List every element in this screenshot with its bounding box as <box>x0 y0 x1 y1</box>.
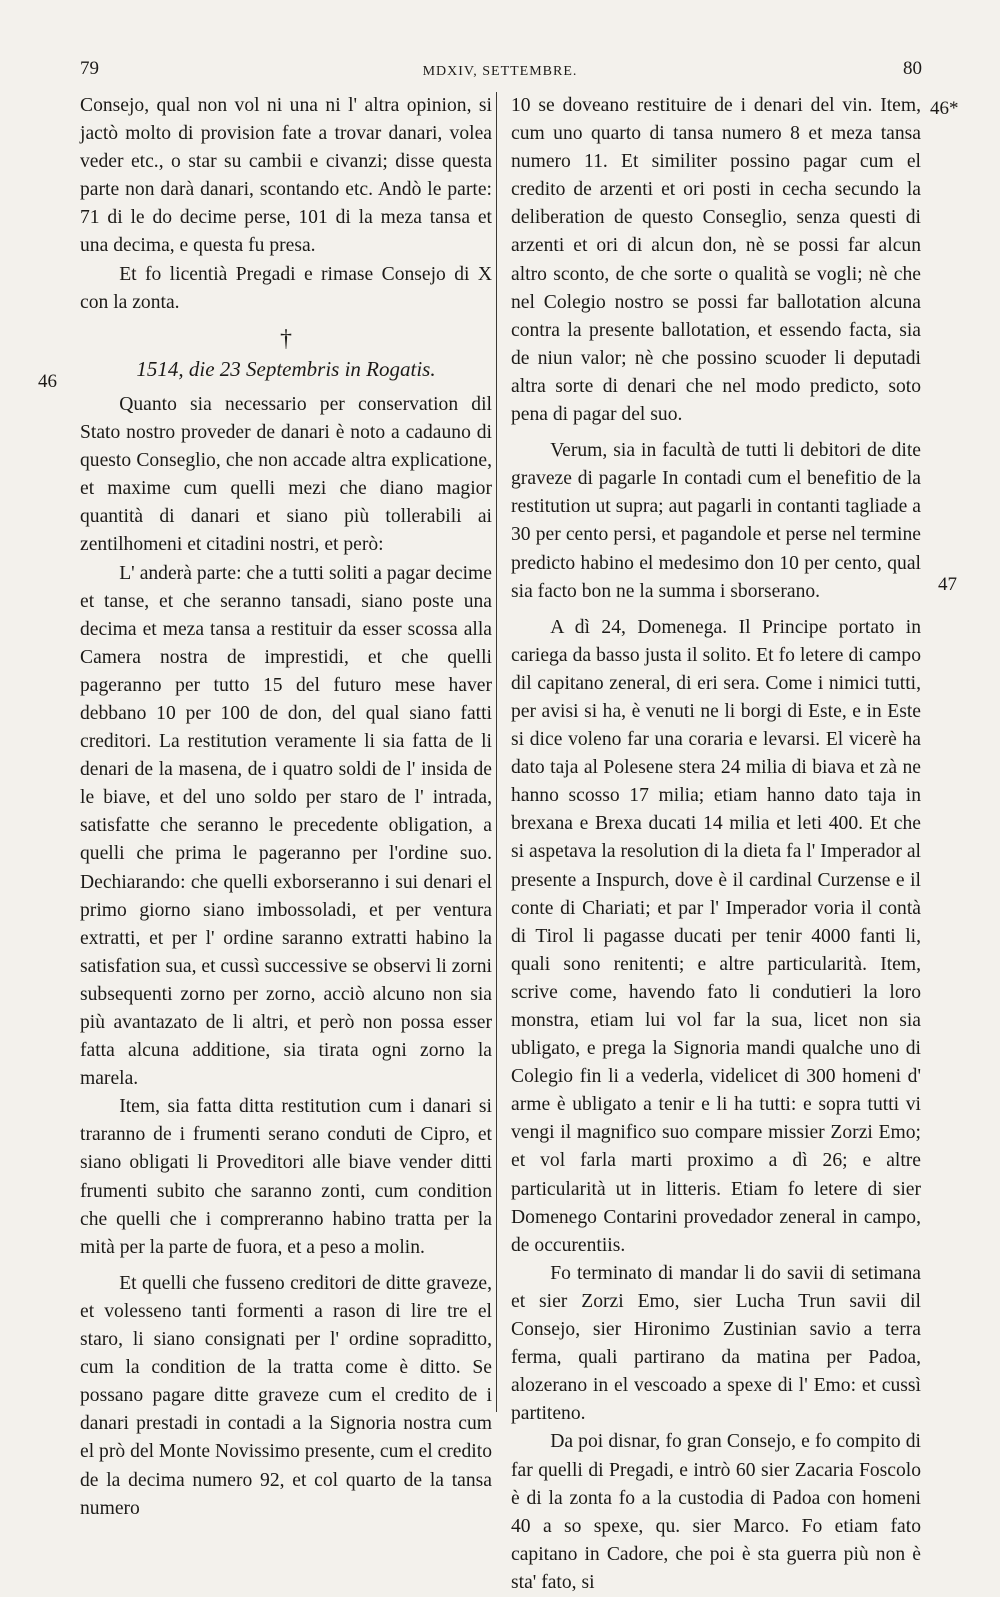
paragraph: A dì 24, Domenega. Il Principe portato in cariega da basso justa il solito. Et fo letere di campo dil capitano zeneral, di eri sera. Come i nimici tutti, per avisi si ha, è venuti ne li borgi di Este, e in Este si dice voleno far una coraria e levarsi. El vicerè ha dato taja al Polesene stera 24 milia di biava et zà ne hanno scosso 17 milia; etiam hanno dato taja in brexana e Brexa ducati 14 milia et leti 400. Et che si aspetava la resolution di la dieta fa l' Imperador al presente a Inspurch, dove è il cardinal Curzense e il conte di Chariati; et par l' Imperador voria il contà di Tirol li pagasse ducati per tenir 4000 fanti li, quali sono renitenti; e altre particularità. Item, scrive come, havendo fato li condutieri la loro monstra, etiam lui vol far la sua, licet non sia ubligato, e prega la Signoria mandi qualche uno di Colegio fin li a vederla, videlicet di 300 homeni d' arme è ubligato a tenir e li ha tutti: e sopra tutti vi vengi il magnifico suo compare missier Zorzi Emo; et vol farla marti proximo a dì 26; e altre particularità ut in litteris. Etiam fo letere di sier Domenego Contarini provedador zeneral in campo, de occurentiis. <box>511 616 921 1256</box>
paragraph: Fo terminato di mandar li do savii di setimana et sier Zorzi Emo, sier Lucha Trun savii dil Consejo, sier Hironimo Zustinian savio a terra ferma, quali partirano da matina per Padoa, alozerano in el vescoado a spexe di l' Emo: et cussì partiteno. <box>511 1262 921 1425</box>
page-number-left: 79 <box>80 58 99 79</box>
right-column <box>511 92 921 1597</box>
paragraph: L' anderà parte: che a tutti soliti a pagar decime et tanse, et che seranno tansadi, siano poste una decima et meza tansa a restituir da esser scossa alla Camera nostra de imprestidi, et che quelli pageranno per tutto 15 del futuro mese haver debbano 10 per 100 de don, del qual siano fatti creditori. La restitution veramente li sia fatta de li denari de la masena, de i quatro soldi de l' insida de le biave, et del uno soldo per staro de l' intrada, satisfatte che seranno le precedente obligation, a quelli che prima le pageranno per l'ordine suo. Dechiarando: che quelli exborseranno i sui denari el primo giorno siano imbossoladi, et per ventura extratti, et per l' ordine saranno extratti habino la satisfation sua, et cussì successive se observi li zorni subsequenti zorno per zorno, acciò alcuno non sia più avantazato de li altri, et però non possa esser fatta alcuna additione, sia tirata ogni zorno la marela. <box>80 562 492 1090</box>
paragraph: Et quelli che fusseno creditori de ditte graveze, et volesseno tanti formenti a rason di lire tre el staro, li siano consignati per l' ordine sopraditto, cum la condition de la tratta come è ditto. Se possano pagare ditte graveze cum el credito de i danari prestadi in contadi a la Signoria nostra cum el prò del Monte Novissimo presente, cum el credito de la decima numero 92, et col quarto de la tansa numero <box>80 1272 492 1519</box>
paragraph: Item, sia fatta ditta restitution cum i danari si traranno de i frumenti serano conduti de Cipro, et siano obligati li Proveditori alle biave vender ditti frumenti subito che saranno zonti, cum condition che quelli che i compreranno habino tratta per la mità per la parte de fuora, et a peso a molin. <box>80 1096 492 1258</box>
paragraph: Quanto sia necessario per conservation dil Stato nostro proveder de danari è noto a cadauno di questo Conseglio, che non accade altra explicatione, et maxime cum quelli mezi che diano magior quantità di danari et siano più tollerabili ai zentilhomeni et citadini nostri, et però: <box>80 393 492 556</box>
left-column <box>80 92 492 1523</box>
running-title: MDXIV, SETTEMBRE. <box>422 64 578 79</box>
section-heading: 1514, die 23 Septembris in Rogatis. <box>136 356 436 381</box>
margin-number-right-top: 46* <box>930 98 959 119</box>
cross-symbol: † <box>280 325 292 352</box>
paragraph: Da poi disnar, fo gran Consejo, e fo compito di far quelli di Pregadi, e intrò 60 sier Zacaria Foscolo è di la zonta fo a la custodia di Padoa con homeni 40 a so spexe, qu. sier Marco. Fo etiam fato capitano in Cadore, che poi è sta guerra più non è sta' fato, si <box>511 1431 921 1593</box>
margin-number-right-middle: 47 <box>938 574 957 595</box>
margin-number-left: 46 <box>38 371 57 392</box>
page-number-right: 80 <box>903 58 922 79</box>
paragraph: Et fo licentià Pregadi e rimase Consejo di X con la zonta. <box>80 263 492 313</box>
paragraph: Verum, sia in facultà de tutti li debitori de dite graveze di pagarle In contadi cum el benefitio de la restitution ut supra; aut pagarli in contanti tagliade a 30 per cento persi, et pagandole et perse nel termine predicto habino el medesimo don 10 per cento, qual sia facto bon ne la summa i sborserano. <box>511 440 921 602</box>
column-divider <box>496 92 497 1412</box>
paragraph: Consejo, qual non vol ni una ni l' altra opinion, si jactò molto di provision fate a trovar danari, volea veder etc., o star su cambii e civanzi; disse questa parte non darà danari, scontando etc. Andò le parte: 71 di le do decime perse, 101 di la meza tansa et una decima, e questa fu presa. <box>80 95 492 257</box>
paragraph: 10 se doveano restituire de i denari del vin. Item, cum uno quarto di tansa numero 8 et meza tansa numero 11. Et similiter possino pagar cum el credito de arzenti et ori posti in cecha secundo la deliberation de questo Conseglio, senza questi di arzenti et ori di alcun don, nè se possi far alcun altro sconto, de che sorte o qualità se vogli; nè che nel Colegio nostro se possi far ballotation alcuna contra la presente ballotation, et essendo facta, sia de niun valor; nè che possino scuoder li deputadi altra sorte di denari che nel modo predicto, soto pena di pagar del suo. <box>511 95 921 426</box>
